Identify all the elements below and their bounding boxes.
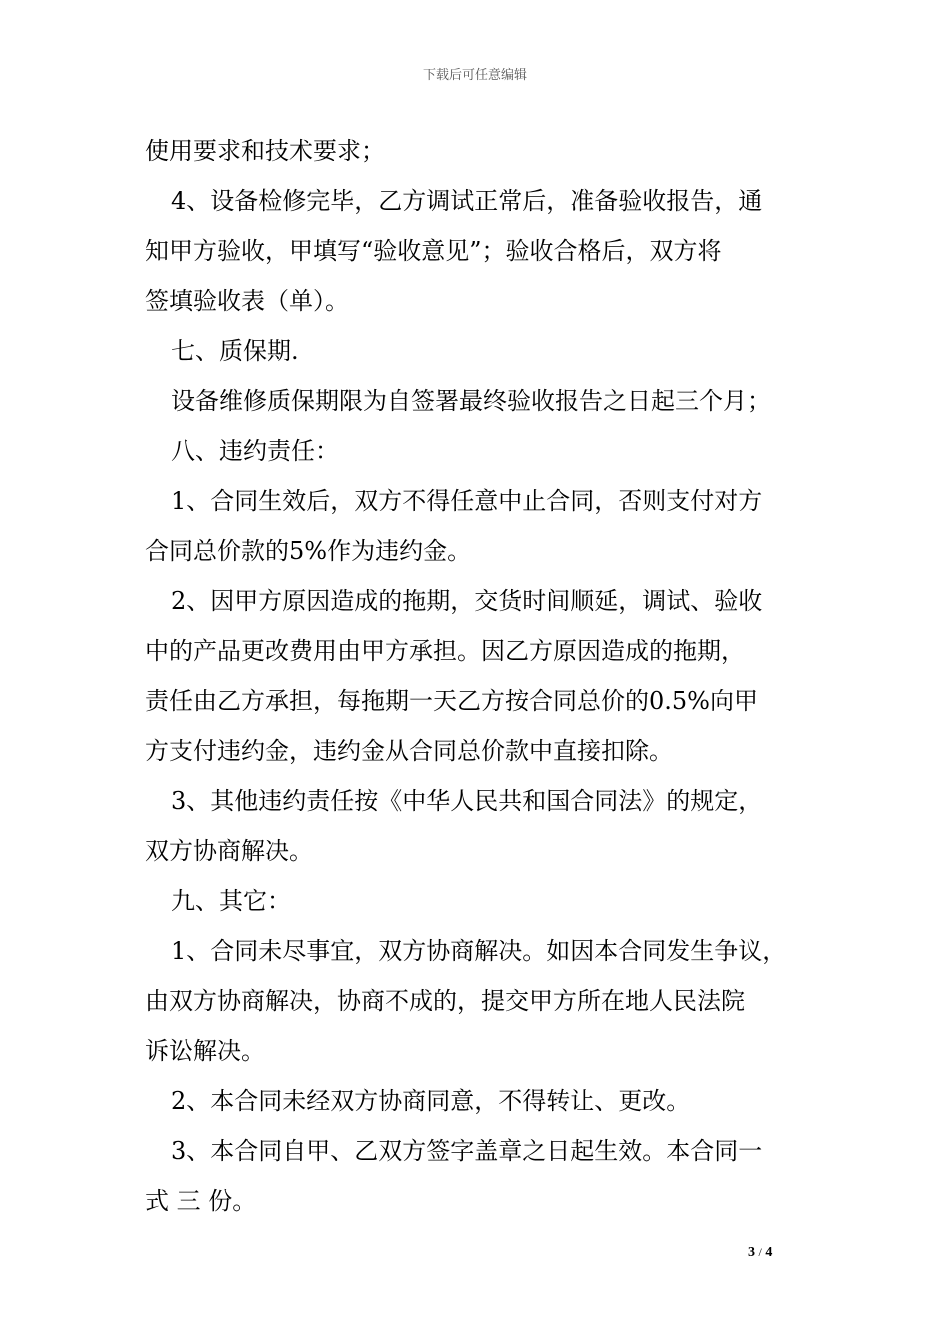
paragraph-line: 知甲方验收，甲填写“验收意见”；验收合格后，双方将 bbox=[145, 237, 722, 265]
section-heading: 九、其它： bbox=[171, 887, 291, 915]
page-total: 4 bbox=[765, 1245, 773, 1260]
paragraph-line: 诉讼解决。 bbox=[145, 1037, 265, 1065]
paragraph-line: 4、设备检修完毕，乙方调试正常后，准备验收报告，通 bbox=[171, 187, 763, 215]
paragraph-line: 使用要求和技术要求； bbox=[145, 137, 385, 165]
paragraph-line: 责任由乙方承担，每拖期一天乙方按合同总价的0.5%向甲 bbox=[145, 687, 758, 715]
paragraph-line: 2、本合同未经双方协商同意，不得转让、更改。 bbox=[171, 1087, 691, 1115]
paragraph-line: 合同总价款的5%作为违约金。 bbox=[145, 537, 472, 565]
document-body bbox=[145, 126, 810, 1226]
paragraph-line: 中的产品更改费用由甲方承担。因乙方原因造成的拖期， bbox=[145, 637, 745, 665]
paragraph-line: 设备维修质保期限为自签署最终验收报告之日起三个月； bbox=[171, 387, 771, 415]
section-heading: 七、质保期. bbox=[171, 337, 299, 365]
paragraph-line: 1、合同生效后，双方不得任意中止合同，否则支付对方 bbox=[171, 487, 763, 515]
paragraph-line: 式 三 份。 bbox=[145, 1187, 257, 1215]
page-header: 下载后可任意编辑 bbox=[422, 68, 527, 83]
page-current: 3 bbox=[748, 1245, 755, 1260]
paragraph-line: 方支付违约金，违约金从合同总价款中直接扣除。 bbox=[145, 737, 673, 765]
paragraph-line: 2、因甲方原因造成的拖期，交货时间顺延，调试、验收 bbox=[171, 587, 763, 615]
paragraph-line: 签填验收表（单）。 bbox=[145, 287, 349, 315]
paragraph-line: 双方协商解决。 bbox=[145, 837, 313, 865]
paragraph-line: 由双方协商解决，协商不成的，提交甲方所在地人民法院 bbox=[145, 987, 745, 1015]
section-heading: 八、违约责任： bbox=[171, 437, 339, 465]
paragraph-line: 3、本合同自甲、乙双方签字盖章之日起生效。本合同一 bbox=[171, 1137, 763, 1165]
page-number bbox=[748, 1245, 772, 1261]
paragraph-line: 3、其他违约责任按《中华人民共和国合同法》的规定， bbox=[171, 787, 763, 815]
page-separator: / bbox=[758, 1245, 762, 1259]
paragraph-line: 1、合同未尽事宜，双方协商解决。如因本合同发生争议， bbox=[171, 937, 787, 965]
